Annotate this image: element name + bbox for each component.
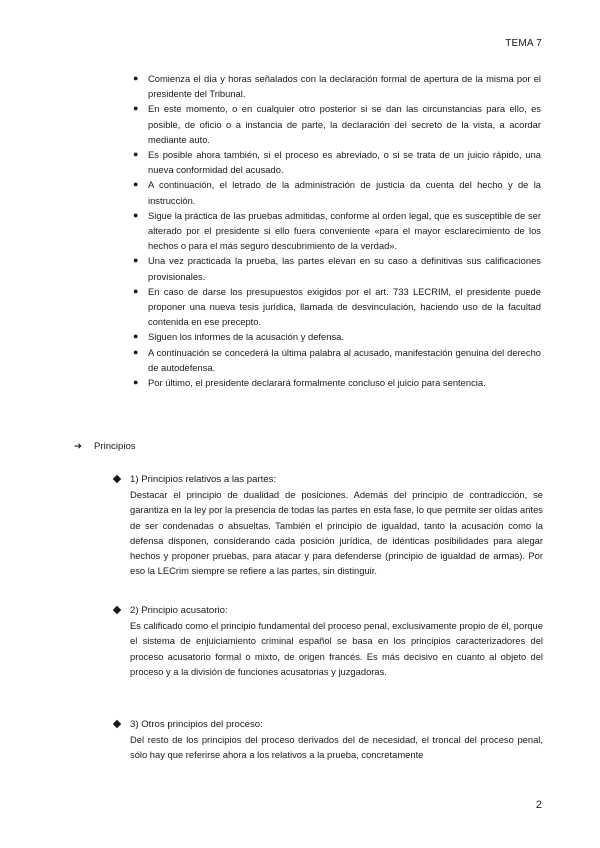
bullet-icon: ● xyxy=(133,103,139,114)
list-item xyxy=(133,71,541,101)
principle-title-text: 3) Otros principios del proceso: xyxy=(130,719,263,730)
bullet-icon: ● xyxy=(133,179,139,190)
principle-title xyxy=(130,603,543,618)
principle-accusatory xyxy=(130,603,543,679)
list-item xyxy=(133,329,541,344)
bullet-icon: ● xyxy=(133,209,139,220)
list-item-text: Por último, el presidente declarará formalmente concluso el juicio para sentencia. xyxy=(148,377,486,389)
list-item-text: Una vez practicada la prueba, las partes elevan en su caso a definitivas sus calificaciones provisionales. xyxy=(148,255,541,282)
list-item xyxy=(133,101,541,147)
list-item-text: A continuación se concederá la última palabra al acusado, manifestación genuina del derecho de autodefensa. xyxy=(148,346,541,373)
bullet-icon: ● xyxy=(133,73,139,83)
list-item-text: Siguen los informes de la acusación y defensa. xyxy=(148,331,344,343)
principle-other xyxy=(130,717,543,763)
principle-title xyxy=(130,472,543,487)
list-item xyxy=(133,177,541,207)
page-number: 2 xyxy=(535,799,542,811)
hearing-steps-list xyxy=(133,71,541,390)
page-header: TEMA 7 xyxy=(505,38,542,49)
list-item-text: Sigue la práctica de las pruebas admitidas, conforme al orden legal, que es susceptible de ser alterado por el presidente si ello fuera conveniente «para el mayor esclarecimiento de los hechos o para el más seguro descubrimiento de la verdad». xyxy=(148,209,541,252)
list-item-text: Es posible ahora también, si el proceso es abreviado, o si se trata de un juicio rápido, una nueva conformidad del acusado. xyxy=(148,149,541,176)
diamond-bullet-icon xyxy=(113,719,121,727)
section-heading-principios xyxy=(74,439,136,454)
bullet-icon: ● xyxy=(133,255,139,266)
principle-body: Del resto de los principios del proceso derivados del de necesidad, el troncal del proceso penal, sólo hay que referirse ahora a los relativos a la prueba, concretamente xyxy=(130,734,543,761)
list-item xyxy=(133,284,541,330)
list-item xyxy=(133,147,541,177)
section-heading-text: Principios xyxy=(94,441,136,452)
list-item xyxy=(133,375,541,390)
bullet-icon: ● xyxy=(133,331,139,342)
bullet-icon: ● xyxy=(133,377,139,388)
bullet-icon: ● xyxy=(133,285,139,296)
list-item xyxy=(133,345,541,375)
principle-body: Destacar el principio de dualidad de posiciones. Además del principio de contradicción, se garantiza en la ley por la presencia de todas las partes en esta fase, lo que permite ser oídas antes de ser condenadas o absueltas. También el principio de igualdad, tanto la acusación como la defensa disponen, considerando cada posición jurídica, de idénticas posibilidades para alegar hechos y proponer pruebas, para atacar y para defenderse (principio de igualdad de armas). Por eso la LECrim siempre se refiere a las partes, sin distinguir. xyxy=(130,489,543,577)
bullet-icon: ● xyxy=(133,149,139,160)
principle-title-text: 2) Principio acusatorio: xyxy=(130,605,228,616)
principle-title-text: 1) Principios relativos a las partes: xyxy=(130,474,277,485)
principle-title xyxy=(130,717,543,732)
principle-parties xyxy=(130,472,543,578)
list-item xyxy=(133,208,541,254)
list-item-text: Comienza el día y horas señalados con la declaración formal de apertura de la misma por el presidente del Tribunal. xyxy=(148,73,541,100)
list-item-text: En caso de darse los presupuestos exigidos por el art. 733 LECRIM, el presidente puede proponer una nueva tesis jurídica, llamada de desvinculación, haciendo uso de la facultad contenida en ese precepto. xyxy=(148,285,541,328)
bullet-icon: ● xyxy=(133,346,139,357)
principle-body: Es calificado como el principio fundamental del proceso penal, exclusivamente propio de él, porque el sistema de enjuiciamiento criminal español se basa en los principios caracterizadores del proceso acusatorio formal o mixto, de origen francés. Es más decisivo en cuanto al objeto del proceso y a la división de funciones acusatorias y juzgadoras. xyxy=(130,620,543,677)
diamond-bullet-icon xyxy=(113,605,121,613)
list-item-text: A continuación, el letrado de la administración de justicia da cuenta del hecho y de la instrucción. xyxy=(148,179,541,206)
diamond-bullet-icon xyxy=(113,474,121,482)
arrow-right-icon: ➔ xyxy=(74,441,83,452)
list-item xyxy=(133,253,541,283)
list-item-text: En este momento, o en cualquier otro posterior si se dan las circunstancias para ello, es posible, de oficio o a instancia de parte, la declaración del secreto de la vista, a acordar mediante auto. xyxy=(148,103,541,145)
